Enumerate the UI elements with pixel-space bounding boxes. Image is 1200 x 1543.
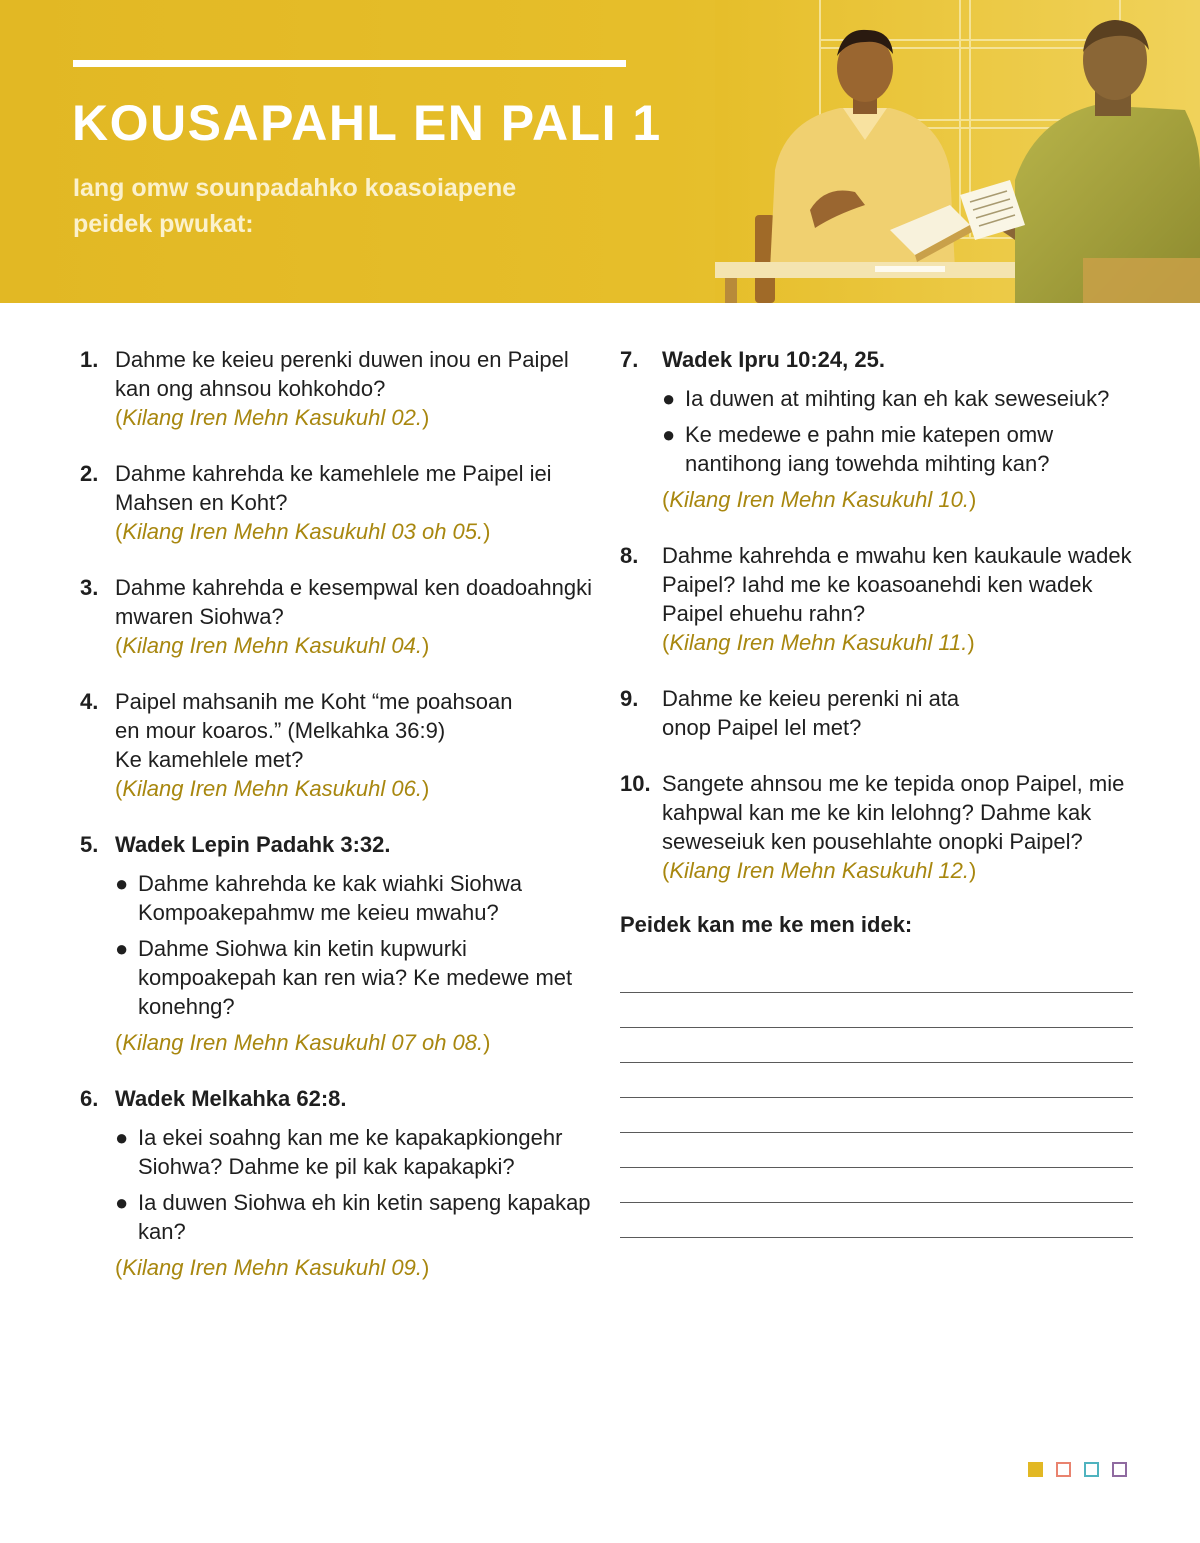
header-rule [73,60,626,67]
question-text: Dahme ke keieu perenki duwen inou en Paipel kan ong ahnsou kohkohdo? [115,347,569,401]
bullet-item: ● Ke medewe e pahn mie katepen omw nantihong iang towehda mihting kan? [662,422,1054,476]
question-number: 10. [620,771,651,796]
note-line[interactable] [620,958,1133,993]
question-number: 1. [80,347,99,372]
note-line[interactable] [620,1203,1133,1238]
question-9 [620,684,1135,742]
question-10 [620,769,1135,885]
questions-right-column [620,345,1135,1238]
header-banner [0,0,1200,303]
question-number: 9. [620,686,639,711]
bullet-item: ● Ia duwen at mihting kan eh kak seweseiuk? [662,386,1110,411]
bullet-list [115,1123,600,1246]
progress-square-empty [1084,1462,1099,1477]
question-8 [620,541,1135,657]
question-text: Dahme kahrehda e kesempwal ken doadoahngki mwaren Siohwa? [115,575,592,629]
note-line[interactable] [620,1133,1133,1168]
bullet-item: ● Ia ekei soahng kan me ke kapakapkiongehr Siohwa? Dahme ke pil kak kapakapki? [115,1125,563,1179]
note-line[interactable] [620,1028,1133,1063]
bullet-item: ● Dahme Siohwa kin ketin kupwurki kompoakepah kan ren wia? Ke medewe met konehng? [115,936,573,1019]
bullet-item: ● Dahme kahrehda ke kak wiahki Siohwa Kompoakepahmw me keieu mwahu? [115,871,522,925]
question-6 [80,1084,600,1282]
note-line[interactable] [620,993,1133,1028]
scripture-heading: Wadek Lepin Padahk 3:32. [115,832,391,857]
reference-link[interactable]: (Kilang Iren Mehn Kasukuhl 02.) [115,405,430,430]
question-number: 3. [80,575,99,600]
question-text: Dahme kahrehda ke kamehlele me Paipel iei Mahsen en Koht? [115,461,552,515]
question-3 [80,573,600,660]
question-number: 6. [80,1086,99,1111]
note-line[interactable] [620,1168,1133,1203]
questions-left-column [80,345,600,1309]
study-scene-illustration [715,0,1200,303]
reference-link[interactable]: (Kilang Iren Mehn Kasukuhl 12.) [662,858,977,883]
progress-square-filled [1028,1462,1043,1477]
question-number: 2. [80,461,99,486]
page-subtitle: Iang omw sounpadahko koasoiapene peidek pwukat: [73,174,517,238]
question-1 [80,345,600,432]
question-number: 5. [80,832,99,857]
reference-link[interactable]: (Kilang Iren Mehn Kasukuhl 09.) [115,1255,430,1280]
reference-link[interactable]: (Kilang Iren Mehn Kasukuhl 10.) [662,487,977,512]
question-text: Sangete ahnsou me ke tepida onop Paipel, mie kahpwal kan me ke kin lelohng? Dahme kak seweseiuk ken pousehlahte onopki Paipel? [662,771,1125,854]
question-4 [80,687,600,803]
reference-link[interactable]: (Kilang Iren Mehn Kasukuhl 07 oh 08.) [115,1030,491,1055]
question-text: Dahme ke keieu perenki ni ata onop Paipel lel met? [662,686,960,740]
progress-square-empty [1056,1462,1071,1477]
question-number: 4. [80,689,99,714]
reference-link[interactable]: (Kilang Iren Mehn Kasukuhl 06.) [115,776,430,801]
reference-link[interactable]: (Kilang Iren Mehn Kasukuhl 04.) [115,633,430,658]
reference-link[interactable]: (Kilang Iren Mehn Kasukuhl 03 oh 05.) [115,519,491,544]
question-7 [620,345,1135,514]
notes-title: Peidek kan me ke men idek: [620,912,913,937]
notes-lines[interactable] [620,958,1135,1238]
question-text: Dahme kahrehda e mwahu ken kaukaule wadek Paipel? Iahd me ke koasoanehdi ken wadek Paipel ehuehu rahn? [662,543,1132,626]
page-title: KOUSAPAHL EN PALI 1 [72,95,662,151]
question-5 [80,830,600,1057]
bullet-list [662,384,1135,478]
note-line[interactable] [620,1063,1133,1098]
question-text-line: Ke kamehlele met? [115,747,304,772]
question-text-line: en mour koaros.” (Melkahka 36:9) [115,718,446,743]
bullet-list [115,869,600,1021]
question-number: 7. [620,347,639,372]
question-text-line: Paipel mahsanih me Koht “me poahsoan [115,689,513,714]
question-2 [80,459,600,546]
question-number: 8. [620,543,639,568]
scripture-heading: Wadek Melkahka 62:8. [115,1086,347,1111]
bullet-item: ● Ia duwen Siohwa eh kin ketin sapeng kapakap kan? [115,1190,591,1244]
progress-square-empty [1112,1462,1127,1477]
scripture-heading: Wadek Ipru 10:24, 25. [662,347,885,372]
note-line[interactable] [620,1098,1133,1133]
reference-link[interactable]: (Kilang Iren Mehn Kasukuhl 11.) [662,630,975,655]
